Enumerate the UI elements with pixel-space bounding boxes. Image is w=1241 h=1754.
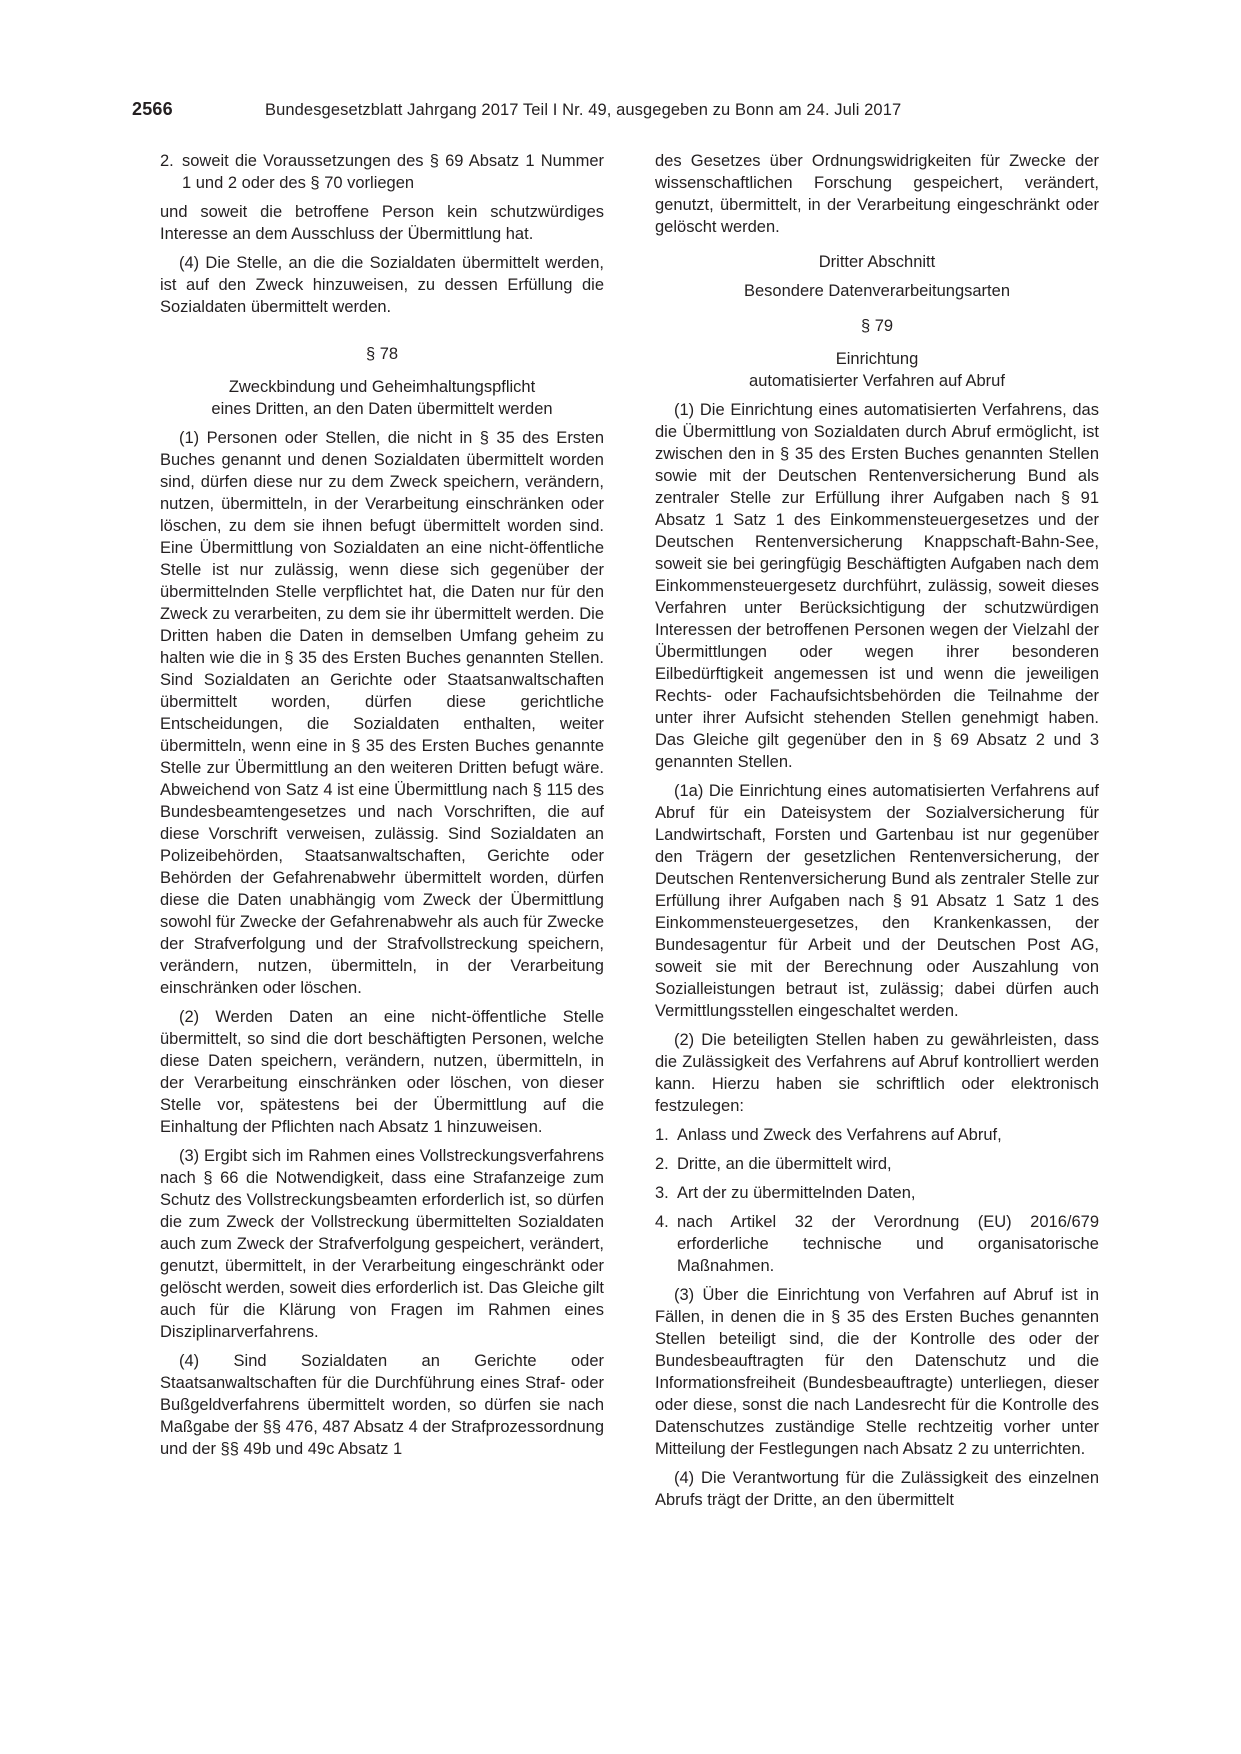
section-title: automatisierter Verfahren auf Abruf — [749, 372, 1005, 390]
list-item — [655, 1124, 1099, 1146]
list-item-text: nach Artikel 32 der Verordnung (EU) 2016/679 erforderliche technische und organisatorische Maßnahmen. — [677, 1213, 1099, 1275]
list-item — [655, 1211, 1099, 1277]
paragraph: (3) Ergibt sich im Rahmen eines Vollstreckungsverfahrens nach § 66 die Notwendigkeit, dass eine Strafanzeige zum Schutz des Vollstreckungsbeamten erforderlich ist, so dürfen die zum Zweck der Vollstreckung übermittelten Sozialdaten auch zum Zweck der Strafverfolgung gespeichert, verändert, genutzt, übermittelt, in der Verarbeitung eingeschränkt oder gelöscht werden, soweit dies erforderlich ist. Das Gleiche gilt auch für die Klärung von Fragen im Rahmen eines Disziplinarverfahrens. — [160, 1147, 604, 1341]
paragraph: (1) Personen oder Stellen, die nicht in § 35 des Ersten Buches genannt und denen Sozialdaten übermittelt worden sind, dürfen diese nur zu dem Zweck speichern, verändern, nutzen, übermitteln, in der Verarbeitung einschränken oder löschen, zu dem sie ihnen befugt übermittelt worden sind. Eine Übermittlung von Sozialdaten an eine nicht-öffentliche Stelle ist nur zulässig, wenn diese sich gegenüber der übermittelnden Stelle verpflichtet hat, die Daten nur für den Zweck zu verarbeiten, zu dem sie ihr übermittelt werden. Die Dritten haben die Daten in demselben Umfang geheim zu halten wie die in § 35 des Ersten Buches genannten Stellen. Sind Sozialdaten an Gerichte oder Staatsanwaltschaften übermittelt worden, dürfen diese gerichtliche Entscheidungen, die Sozialdaten enthalten, weiter übermitteln, wenn eine in § 35 des Ersten Buches genannte Stelle zur Übermittlung an den weiteren Dritten befugt wäre. Abweichend von Satz 4 ist eine Übermittlung nach § 115 des Bundesbeamtengesetzes und nach Vorschriften, die auf diese Vorschrift verweisen, zulässig. Sind Sozialdaten an Polizeibehörden, Staatsanwaltschaften, Gerichte oder Behörden der Gefahrenabwehr übermittelt worden, dürfen diese die Daten unabhängig vom Zweck der Übermittlung sowohl für Zwecke der Gefahrenabwehr als auch für Zwecke der Strafverfolgung und der Strafvollstreckung speichern, verändern, nutzen, übermitteln, in der Verarbeitung einschränken oder löschen. — [160, 429, 604, 997]
list-item-text: Art der zu übermittelnden Daten, — [677, 1184, 916, 1202]
paragraph: (1) Die Einrichtung eines automatisierten Verfahrens, das die Übermittlung von Sozialdaten durch Abruf ermöglicht, ist zwischen den in § 35 des Ersten Buches genannten Stellen sowie mit der Deutschen Rentenversicherung Bund als zentraler Stelle zur Erfüllung ihrer Aufgaben nach § 91 Absatz 1 Satz 1 des Einkommensteuergesetzes und der Deutschen Rentenversicherung Knappschaft-Bahn-See, soweit sie bei geringfügig Beschäftigten Aufgaben nach dem Einkommensteuergesetz durchführt, zulässig, soweit dieses Verfahren unter Berücksichtigung der schutzwürdigen Interessen der betroffenen Personen wegen der Vielzahl der Übermittlungen oder wegen ihrer besonderen Eilbedürftigkeit angemessen ist und wenn die jeweiligen Rechts- oder Fachaufsichtsbehörden die Teilnahme der unter ihrer Aufsicht stehenden Stellen genehmigt haben. Das Gleiche gilt gegenüber den in § 69 Absatz 2 und 3 genannten Stellen. — [655, 401, 1099, 771]
section-number: § 78 — [365, 345, 399, 363]
paragraph: (4) Die Verantwortung für die Zulässigkeit des einzelnen Abrufs trägt der Dritte, an den übermittelt — [655, 1469, 1099, 1509]
chapter-title: Besondere Datenverarbeitungsarten — [743, 282, 1010, 300]
paragraph: (2) Die beteiligten Stellen haben zu gewährleisten, dass die Zulässigkeit des Verfahrens auf Abruf kontrolliert werden kann. Hierzu haben sie schriftlich oder elektronisch festzulegen: — [655, 1031, 1099, 1115]
paragraph: (4) Sind Sozialdaten an Gerichte oder Staatsanwaltschaften für die Durchführung eines Straf- oder Bußgeldverfahrens übermittelt worden, so dürfen sie nach Maßgabe der §§ 476, 487 Absatz 4 der Strafprozessordnung und der §§ 49b und 49c Absatz 1 — [160, 1352, 604, 1458]
list-item-number: 3. — [655, 1184, 669, 1202]
paragraph-continuation: des Gesetzes über Ordnungswidrigkeiten für Zwecke der wissenschaftlichen Forschung gespeichert, verändert, genutzt, übermittelt, in der Verarbeitung eingeschränkt oder gelöscht werden. — [655, 152, 1099, 236]
list-item — [655, 1153, 1099, 1175]
page-number: 2566 — [132, 99, 173, 119]
list-item-number: 4. — [655, 1213, 669, 1231]
paragraph: (4) Die Stelle, an die die Sozialdaten übermittelt werden, ist auf den Zweck hinzuweisen, zu dessen Erfüllung die Sozialdaten übermittelt werden. — [160, 254, 604, 316]
right-column — [655, 150, 1099, 1518]
list-item-number: 2. — [160, 152, 174, 170]
list-item — [160, 150, 604, 194]
paragraph: (2) Werden Daten an eine nicht-öffentliche Stelle übermittelt, so sind die dort beschäftigten Personen, welche diese Daten speichern, verändern, nutzen, übermitteln, in der Verarbeitung einschränken oder löschen, von dieser Stelle vor, spätestens bei der Übermittlung auf die Einhaltung der Pflichten nach Absatz 1 hinzuweisen. — [160, 1008, 604, 1136]
list-item-text: Anlass und Zweck des Verfahrens auf Abruf, — [677, 1126, 1002, 1144]
paragraph: (3) Über die Einrichtung von Verfahren auf Abruf ist in Fällen, in denen die in § 35 des Ersten Buches genannten Stellen beteiligt sind, die der Kontrolle des oder der Bundesbeauftragten für den Datenschutz und die Informationsfreiheit (Bundesbeauftragte) unterliegen, dieser oder diese, sonst die nach Landesrecht für die Kontrolle des Datenschutzes zuständige Stelle rechtzeitig vorher unter Mitteilung der Festlegungen nach Absatz 2 zu unterrichten. — [655, 1286, 1099, 1458]
list-item-number: 2. — [655, 1155, 669, 1173]
left-column — [160, 150, 604, 1467]
section-title: eines Dritten, an den Daten übermittelt werden — [211, 400, 553, 418]
list-item-number: 1. — [655, 1126, 669, 1144]
paragraph: (1a) Die Einrichtung eines automatisierten Verfahrens auf Abruf für ein Dateisystem der Sozialversicherung für Landwirtschaft, Forsten und Gartenbau ist nur gegenüber den Trägern der gesetzlichen Rentenversicherung, der Deutschen Rentenversicherung Bund als zentraler Stelle zur Erfüllung ihrer Aufgaben nach § 91 Absatz 1 Satz 1 des Einkommensteuergesetzes, den Krankenkassen, der Bundesagentur für Arbeit und der Deutschen Post AG, soweit sie mit der Berechnung oder Auszahlung von Sozialleistungen betraut ist, zulässig; dabei dürfen auch Vermittlungsstellen eingeschaltet werden. — [655, 782, 1099, 1020]
list-item — [655, 1182, 1099, 1204]
section-title: Einrichtung — [835, 350, 919, 368]
list-continuation: und soweit die betroffene Person kein schutzwürdiges Interesse an dem Ausschluss der Übermittlung hat. — [160, 203, 604, 243]
section-title: Zweckbindung und Geheimhaltungspflicht — [228, 378, 536, 396]
list-item-text: soweit die Voraussetzungen des § 69 Absatz 1 Nummer 1 und 2 oder des § 70 vorliegen — [182, 152, 604, 192]
running-header: Bundesgesetzblatt Jahrgang 2017 Teil I Nr. 49, ausgegeben zu Bonn am 24. Juli 2017 — [265, 101, 902, 119]
section-number: § 79 — [860, 317, 894, 335]
list-item-text: Dritte, an die übermittelt wird, — [677, 1155, 892, 1173]
chapter-label: Dritter Abschnitt — [818, 253, 936, 271]
